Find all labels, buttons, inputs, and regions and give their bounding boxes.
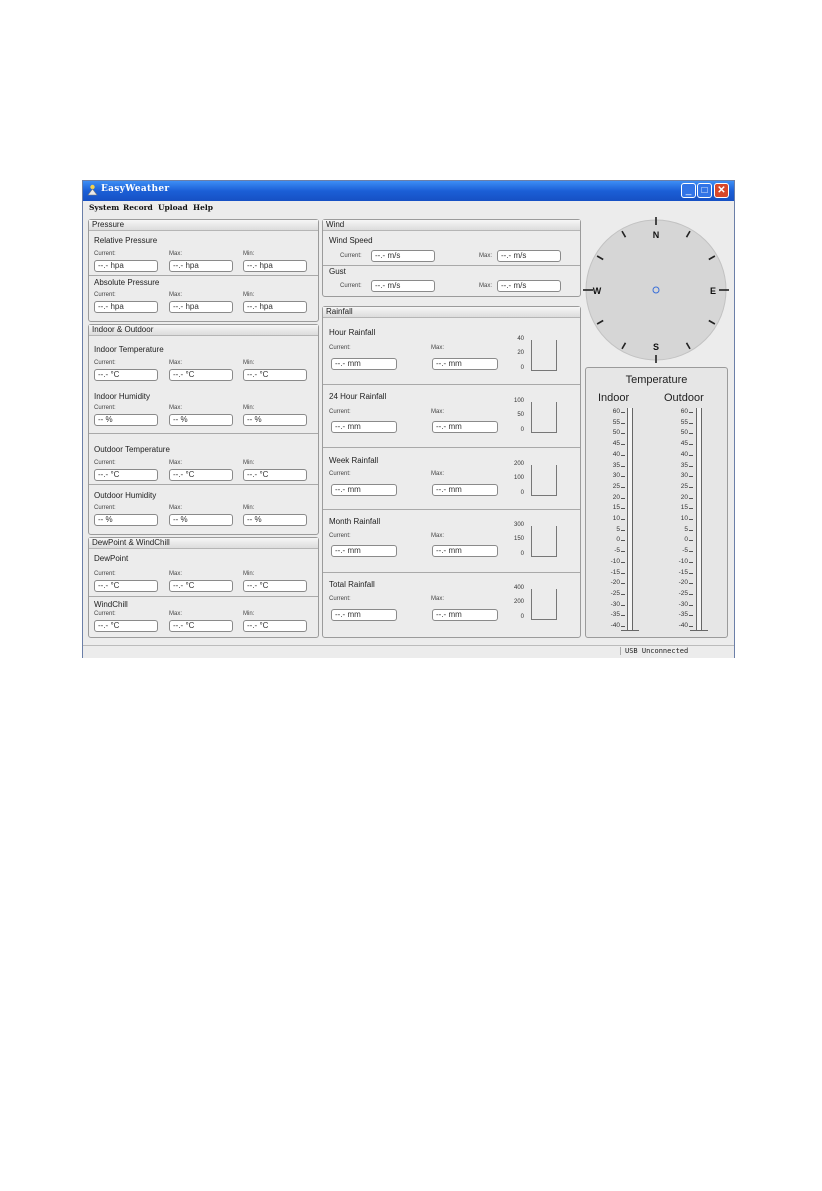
24-hour-rainfall-current-field[interactable]: --.- mm (331, 421, 397, 433)
scale-label: 400 (513, 585, 524, 591)
max-label: Max: (169, 292, 183, 298)
scale-label: 50 (517, 412, 524, 418)
current-label: Current: (329, 471, 351, 477)
current-label: Current: (329, 345, 351, 351)
indoor-label: Indoor (598, 392, 630, 404)
thermometer-tick (689, 519, 693, 520)
thermometer-scale-label: 5 (616, 525, 620, 533)
min-label: Min: (243, 360, 255, 366)
current-label: Current: (329, 596, 351, 602)
thermometer-tick (621, 455, 625, 456)
scale-label: 0 (520, 551, 524, 557)
indoor-humidity-min-field[interactable]: -- % (243, 414, 307, 426)
thermometer-tick (621, 498, 625, 499)
max-label: Max: (431, 533, 445, 539)
thermometer-scale-label: -5 (682, 547, 688, 555)
month-rainfall-gauge (531, 526, 557, 557)
max-label: Max: (169, 611, 183, 617)
week-rainfall-label: Week Rainfall (329, 456, 379, 465)
scale-label: 20 (517, 350, 524, 356)
thermometer-scale-label: 0 (616, 536, 620, 544)
outdoor-temperature-min-field[interactable]: --.- °C (243, 469, 307, 481)
thermometer-scale-label: -15 (678, 568, 688, 576)
thermometer-scale-label: -40 (678, 622, 688, 629)
windchill-current-field[interactable]: --.- °C (94, 620, 158, 632)
divider (89, 433, 318, 434)
thermometer-tick (621, 412, 625, 413)
compass-e: E (709, 286, 717, 296)
thermometer-scale-label: 20 (612, 493, 620, 501)
hour-rainfall-max-field[interactable]: --.- mm (432, 358, 498, 370)
absolute-pressure-min-field[interactable]: --.- hpa (243, 301, 307, 313)
windchill-max-field[interactable]: --.- °C (169, 620, 233, 632)
relative-pressure-min-field[interactable]: --.- hpa (243, 260, 307, 272)
max-label: Max: (479, 283, 493, 289)
gust-max-field[interactable]: --.- m/s (497, 280, 561, 292)
divider (323, 509, 580, 510)
thermometer-tick (621, 594, 625, 595)
scale-label: 100 (513, 475, 524, 481)
max-label: Max: (479, 253, 493, 259)
week-rainfall-current-field[interactable]: --.- mm (331, 484, 397, 496)
indoor-outdoor-title: Indoor & Outdoor (89, 325, 318, 336)
menu-system[interactable]: System (89, 203, 120, 212)
scale-label: 200 (513, 461, 524, 467)
dewpoint-min-field[interactable]: --.- °C (243, 580, 307, 592)
scale-label: 150 (513, 536, 524, 542)
current-label: Current: (94, 360, 116, 366)
max-label: Max: (169, 360, 183, 366)
windchill-label: WindChill (94, 600, 128, 609)
dewpoint-windchill-group (88, 537, 319, 638)
month-rainfall-label: Month Rainfall (329, 517, 381, 526)
app-icon (87, 184, 98, 196)
thermometer-scale-label: 60 (680, 408, 688, 415)
relative-pressure-current-field[interactable]: --.- hpa (94, 260, 158, 272)
thermometer-tick (621, 433, 625, 434)
indoor-temperature-min-field[interactable]: --.- °C (243, 369, 307, 381)
compass-n: N (652, 230, 660, 240)
outdoor-humidity-label: Outdoor Humidity (94, 491, 157, 500)
dewpoint-label: DewPoint (94, 554, 129, 563)
thermometer-tick (621, 476, 625, 477)
thermometer-tick (621, 519, 625, 520)
thermometer-tube (627, 408, 633, 630)
thermometer-scale-label: -25 (678, 589, 688, 597)
thermometer-tick (689, 573, 693, 574)
max-label: Max: (169, 505, 183, 511)
thermometer-tick (621, 466, 625, 467)
thermometer-scale-label: 25 (680, 482, 688, 490)
thermometer-tick (689, 583, 693, 584)
total-rainfall-current-field[interactable]: --.- mm (331, 609, 397, 621)
thermometer-scale-label: 30 (680, 472, 688, 480)
close-button[interactable]: ✕ (714, 183, 729, 198)
thermometer-scale-label: 50 (680, 429, 688, 437)
thermometer-tick (689, 433, 693, 434)
thermometer-tick (689, 444, 693, 445)
thermometer-tick (621, 615, 625, 616)
thermometer-tick (689, 466, 693, 467)
thermometer-scale-label: 55 (680, 418, 688, 426)
thermometer-scale-label: 45 (680, 440, 688, 448)
outdoor-temperature-label: Outdoor Temperature (94, 445, 170, 454)
wind-group (322, 219, 581, 297)
current-label: Current: (94, 460, 116, 466)
max-label: Max: (431, 596, 445, 602)
thermometer-base (690, 630, 708, 631)
thermometer-tick (621, 551, 625, 552)
thermometer-tick (621, 583, 625, 584)
thermometer-tick (689, 605, 693, 606)
thermometer-tick (621, 530, 625, 531)
thermometer-tick (689, 540, 693, 541)
outdoor-temperature-max-field[interactable]: --.- °C (169, 469, 233, 481)
thermometer-scale-label: 30 (612, 472, 620, 480)
thermometer-scale-label: 15 (680, 504, 688, 512)
current-label: Current: (94, 405, 116, 411)
thermometer-base (621, 630, 639, 631)
dewpoint-windchill-title: DewPoint & WindChill (89, 538, 318, 549)
divider (323, 384, 580, 385)
thermometer-tick (621, 626, 625, 627)
thermometer-tick (689, 626, 693, 627)
indoor-temperature-current-field[interactable]: --.- °C (94, 369, 158, 381)
indoor-humidity-current-field[interactable]: -- % (94, 414, 158, 426)
current-label: Current: (94, 505, 116, 511)
dewpoint-max-field[interactable]: --.- °C (169, 580, 233, 592)
thermometer-scale-label: 40 (612, 450, 620, 458)
thermometer-tick (621, 444, 625, 445)
max-label: Max: (169, 460, 183, 466)
pressure-group (88, 219, 319, 322)
thermometer-tick (689, 412, 693, 413)
divider (89, 275, 318, 276)
outdoor-label: Outdoor (664, 392, 704, 404)
thermometer-scale-label: 15 (612, 504, 620, 512)
thermometer-scale-label: -40 (610, 622, 620, 629)
thermometer-scale-label: -35 (678, 611, 688, 619)
wind-title: Wind (323, 220, 580, 231)
current-label: Current: (94, 251, 116, 257)
scale-label: 0 (520, 614, 524, 620)
thermometer-scale-label: -30 (678, 600, 688, 608)
scale-label: 0 (520, 427, 524, 433)
thermometer-tick (621, 605, 625, 606)
thermometer-tick (621, 423, 625, 424)
thermometer-tick (621, 562, 625, 563)
thermometer-tick (621, 540, 625, 541)
maximize-button[interactable]: □ (697, 183, 712, 198)
thermometer-tick (689, 562, 693, 563)
thermometer-scale-label: 10 (680, 515, 688, 522)
menu-bar (83, 201, 734, 215)
min-label: Min: (243, 505, 255, 511)
absolute-pressure-current-field[interactable]: --.- hpa (94, 301, 158, 313)
thermometer-tick (621, 573, 625, 574)
divider (89, 596, 318, 597)
thermometer-scale-label: -20 (610, 579, 620, 587)
week-rainfall-max-field[interactable]: --.- mm (432, 484, 498, 496)
thermometer-tick (689, 498, 693, 499)
indoor-outdoor-group (88, 324, 319, 535)
scale-label: 0 (520, 365, 524, 371)
month-rainfall-max-field[interactable]: --.- mm (432, 545, 498, 557)
thermometer-scale-label: 60 (612, 408, 620, 415)
max-label: Max: (169, 251, 183, 257)
windchill-min-field[interactable]: --.- °C (243, 620, 307, 632)
wind-speed-current-field[interactable]: --.- m/s (371, 250, 435, 262)
compass-center-dot (653, 287, 659, 293)
title-bar[interactable] (83, 181, 734, 201)
min-label: Min: (243, 292, 255, 298)
gust-current-field[interactable]: --.- m/s (371, 280, 435, 292)
usb-status: USB Unconnected (620, 647, 688, 655)
thermometer-tick (689, 530, 693, 531)
min-label: Min: (243, 251, 255, 257)
outdoor-humidity-max-field[interactable]: -- % (169, 514, 233, 526)
divider (323, 572, 580, 573)
max-label: Max: (431, 471, 445, 477)
indoor-humidity-label: Indoor Humidity (94, 392, 151, 401)
menu-upload[interactable]: Upload (158, 203, 188, 212)
hour-rainfall-current-field[interactable]: --.- mm (331, 358, 397, 370)
scale-label: 200 (513, 599, 524, 605)
thermometer-tick (621, 487, 625, 488)
min-label: Min: (243, 405, 255, 411)
current-label: Current: (329, 409, 351, 415)
divider (323, 265, 580, 266)
indoor-temperature-max-field[interactable]: --.- °C (169, 369, 233, 381)
min-label: Min: (243, 460, 255, 466)
thermometer-scale-label: 55 (612, 418, 620, 426)
indoor-temperature-label: Indoor Temperature (94, 345, 164, 354)
24-hour-rainfall-gauge (531, 402, 557, 433)
thermometer-tick (689, 487, 693, 488)
thermometer-scale-label: 0 (684, 536, 688, 544)
rainfall-group (322, 306, 581, 638)
thermometer-scale-label: -20 (678, 579, 688, 587)
thermometer-scale-label: 25 (612, 482, 620, 490)
total-rainfall-label: Total Rainfall (329, 580, 375, 589)
temperature-panel (585, 367, 728, 638)
temperature-title: Temperature (625, 374, 688, 386)
easyweather-window (82, 180, 735, 658)
thermometer-scale-label: 50 (612, 429, 620, 437)
outdoor-temperature-current-field[interactable]: --.- °C (94, 469, 158, 481)
thermometer-scale-label: -30 (610, 600, 620, 608)
absolute-pressure-label: Absolute Pressure (94, 278, 160, 287)
month-rainfall-current-field[interactable]: --.- mm (331, 545, 397, 557)
pressure-title: Pressure (89, 220, 318, 231)
current-label: Current: (94, 292, 116, 298)
current-label: Current: (329, 533, 351, 539)
current-label: Current: (340, 253, 362, 259)
week-rainfall-gauge (531, 465, 557, 496)
thermometer-tick (689, 455, 693, 456)
thermometer-scale-label: -25 (610, 589, 620, 597)
divider (89, 484, 318, 485)
wind-speed-label: Wind Speed (329, 236, 373, 245)
max-label: Max: (431, 409, 445, 415)
max-label: Max: (169, 405, 183, 411)
thermometer-tick (689, 551, 693, 552)
menu-help[interactable]: Help (193, 203, 213, 212)
relative-pressure-max-field[interactable]: --.- hpa (169, 260, 233, 272)
hour-rainfall-gauge (531, 340, 557, 371)
max-label: Max: (169, 571, 183, 577)
thermometer-scale-label: -35 (610, 611, 620, 619)
compass-w: W (592, 286, 602, 296)
menu-record[interactable]: Record (123, 203, 153, 212)
scale-label: 40 (517, 336, 524, 342)
min-label: Min: (243, 571, 255, 577)
current-label: Current: (340, 283, 362, 289)
thermometer-tick (689, 594, 693, 595)
scale-label: 100 (513, 398, 524, 404)
scale-label: 300 (513, 522, 524, 528)
compass-s: S (652, 342, 660, 352)
app-title: EasyWeather (101, 184, 170, 194)
thermometer-tick (689, 423, 693, 424)
thermometer-scale-label: -5 (614, 547, 620, 555)
relative-pressure-label: Relative Pressure (94, 236, 158, 245)
thermometer-scale-label: 5 (684, 525, 688, 533)
max-label: Max: (431, 345, 445, 351)
thermometer-scale-label: 20 (680, 493, 688, 501)
thermometer-scale-label: 10 (612, 515, 620, 522)
wind-speed-max-field[interactable]: --.- m/s (497, 250, 561, 262)
indoor-humidity-max-field[interactable]: -- % (169, 414, 233, 426)
outdoor-humidity-min-field[interactable]: -- % (243, 514, 307, 526)
24-hour-rainfall-max-field[interactable]: --.- mm (432, 421, 498, 433)
24-hour-rainfall-label: 24 Hour Rainfall (329, 392, 387, 401)
thermometer-tick (689, 508, 693, 509)
hour-rainfall-label: Hour Rainfall (329, 328, 376, 337)
current-label: Current: (94, 611, 116, 617)
current-label: Current: (94, 571, 116, 577)
outdoor-humidity-current-field[interactable]: -- % (94, 514, 158, 526)
thermometer-scale-label: -10 (610, 557, 620, 565)
gust-label: Gust (329, 267, 346, 276)
min-label: Min: (243, 611, 255, 617)
thermometer-tick (689, 476, 693, 477)
rainfall-title: Rainfall (323, 307, 580, 318)
thermometer-scale-label: -10 (678, 557, 688, 565)
thermometer-tick (621, 508, 625, 509)
scale-label: 0 (520, 490, 524, 496)
thermometer-tube (696, 408, 702, 630)
total-rainfall-max-field[interactable]: --.- mm (432, 609, 498, 621)
thermometer-scale-label: 35 (612, 461, 620, 469)
divider (323, 447, 580, 448)
thermometer-scale-label: 40 (680, 450, 688, 458)
thermometer-tick (689, 615, 693, 616)
dewpoint-current-field[interactable]: --.- °C (94, 580, 158, 592)
absolute-pressure-max-field[interactable]: --.- hpa (169, 301, 233, 313)
thermometer-scale-label: 35 (680, 461, 688, 469)
minimize-button[interactable]: _ (681, 183, 696, 198)
wind-compass (583, 217, 735, 363)
status-bar (83, 645, 734, 658)
thermometer-scale-label: -15 (610, 568, 620, 576)
total-rainfall-gauge (531, 589, 557, 620)
thermometer-scale-label: 45 (612, 440, 620, 448)
